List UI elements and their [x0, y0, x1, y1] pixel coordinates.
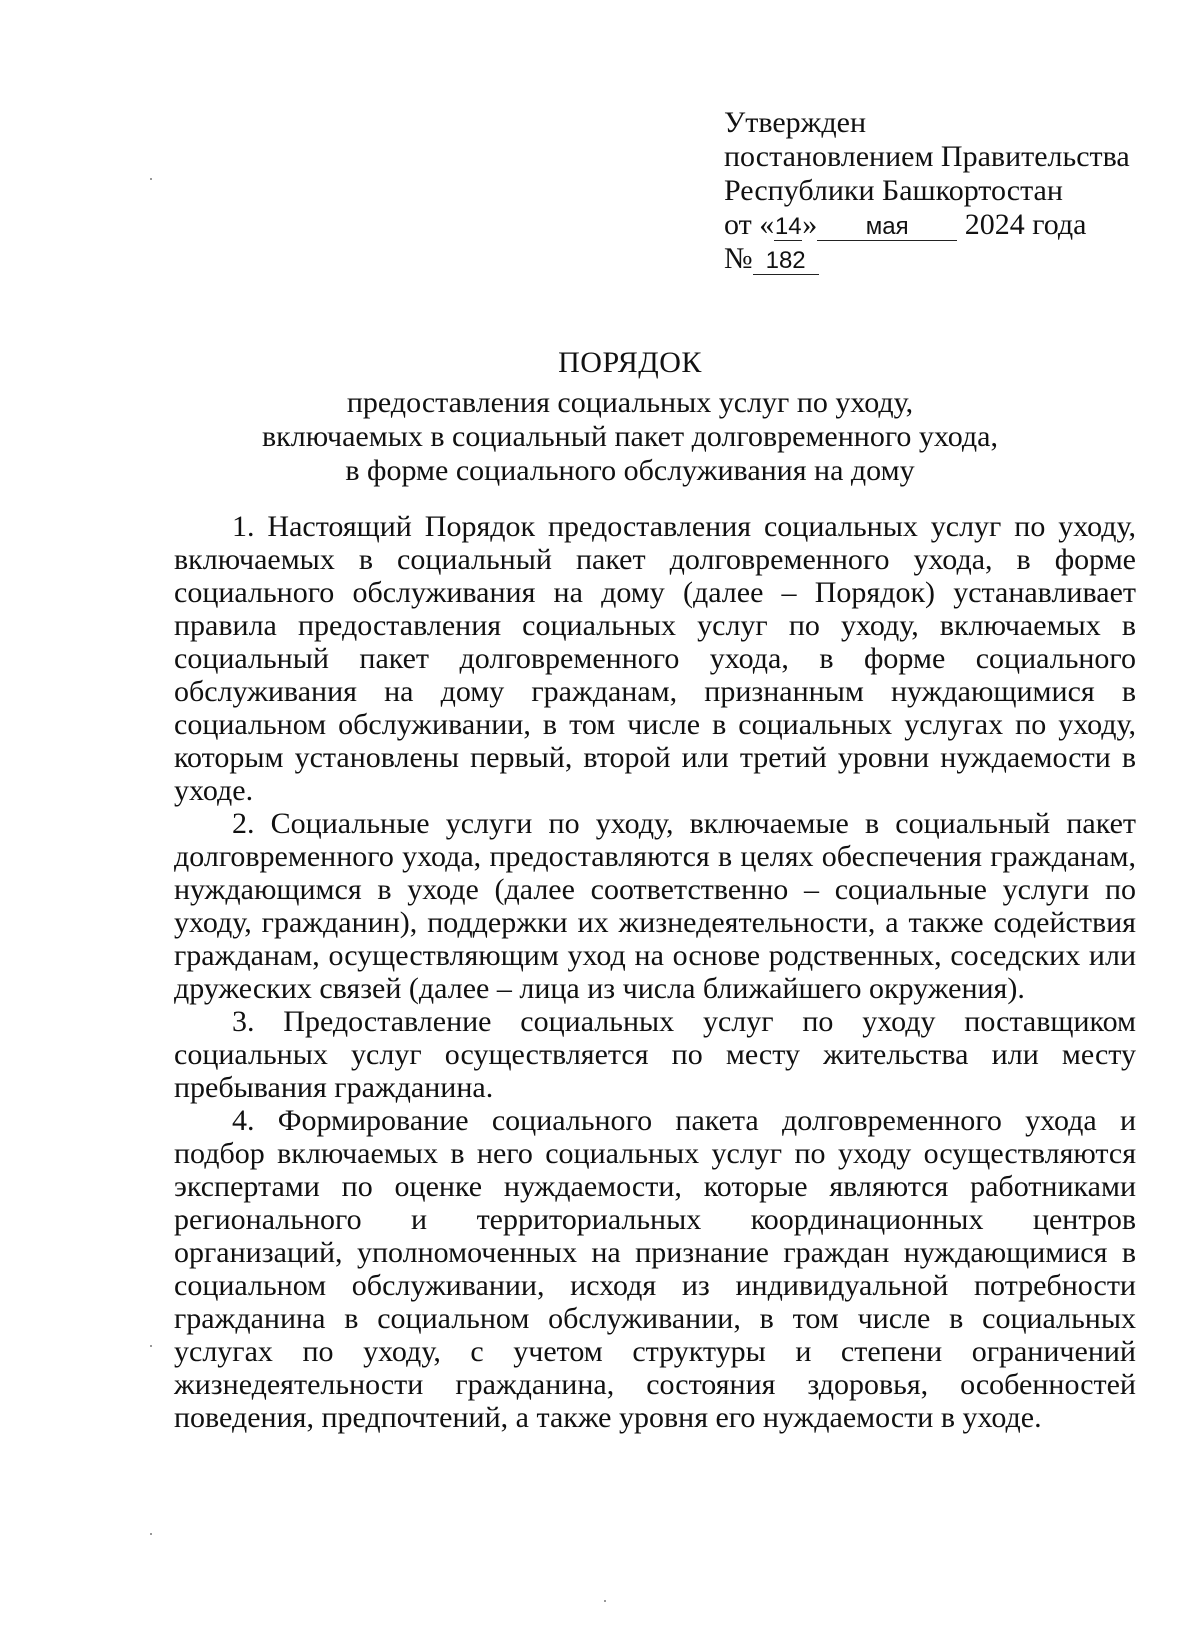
approval-number-line: [724, 242, 1144, 276]
document-number: 182: [753, 248, 819, 275]
date-day-close: »: [802, 208, 818, 241]
document-body: [174, 510, 1136, 1434]
title-block: [170, 344, 1090, 488]
document-subtitle: [170, 386, 1090, 488]
approval-line-1: Утвержден: [724, 106, 867, 139]
date-year: 2024 года: [964, 208, 1087, 241]
paragraph-1: 1. Настоящий Порядок предоставления социальных услуг по уходу, включаемых в социальный пакет долговременного ухода, в форме социального обслуживания на дому (далее – Порядок) устанавливает правила предоставления социальных услуг по уходу, включаемых в социальный пакет долговременного ухода, в форме социального обслуживания на дому гражданам, признанным нуждающимися в социальном обслуживании, в том числе в социальных услугах по уходу, которым установлены первый, второй или третий уровни нуждаемости в уходе.: [174, 510, 1136, 807]
paragraph-4: 4. Формирование социального пакета долговременного ухода и подбор включаемых в него социальных услуг по уходу осуществляются экспертами по оценке нуждаемости, которые являются работниками регионального и территориальных координационных центров организаций, уполномоченных на признание граждан нуждающимися в социальном обслуживании, исходя из индивидуальной потребности гражданина в социальном обслуживании, в том числе в социальных услугах по уходу, с учетом структуры и степени ограничений жизнедеятельности гражданина, состояния здоровья, особенностей поведения, предпочтений, а также уровня его нуждаемости в уходе.: [174, 1104, 1136, 1434]
approval-line-2: постановлением Правительства: [724, 140, 1130, 173]
document-title: ПОРЯДОК: [558, 346, 702, 379]
subtitle-line: предоставления социальных услуг по уходу,: [346, 386, 914, 419]
approval-line-3: Республики Башкортостан: [724, 174, 1063, 207]
number-label: №: [724, 242, 753, 275]
approval-stamp: [724, 106, 1144, 276]
subtitle-line: включаемых в социальный пакет долговременного ухода,: [262, 420, 998, 453]
date-prefix: от «: [724, 208, 775, 241]
subtitle-line: в форме социального обслуживания на дому: [345, 454, 915, 487]
scan-speck: [150, 1533, 152, 1535]
date-day: 14: [774, 213, 802, 240]
scan-speck: [150, 178, 152, 180]
scan-speck: [150, 1345, 152, 1347]
date-month: мая: [817, 214, 957, 241]
scan-speck: [604, 1600, 606, 1602]
paragraph-2: 2. Социальные услуги по уходу, включаемые в социальный пакет долговременного ухода, предоставляются в целях обеспечения гражданам, нуждающимся в уходе (далее соответственно – социальные услуги по уходу, гражданин), поддержки их жизнедеятельности, а также содействия гражданам, осуществляющим уход на основе родственных, соседских или дружеских связей (далее – лица из числа ближайшего окружения).: [174, 807, 1136, 1005]
approval-date-line: [724, 208, 1144, 242]
paragraph-3: 3. Предоставление социальных услуг по уходу поставщиком социальных услуг осуществляется по месту жительства или месту пребывания гражданина.: [174, 1005, 1136, 1104]
